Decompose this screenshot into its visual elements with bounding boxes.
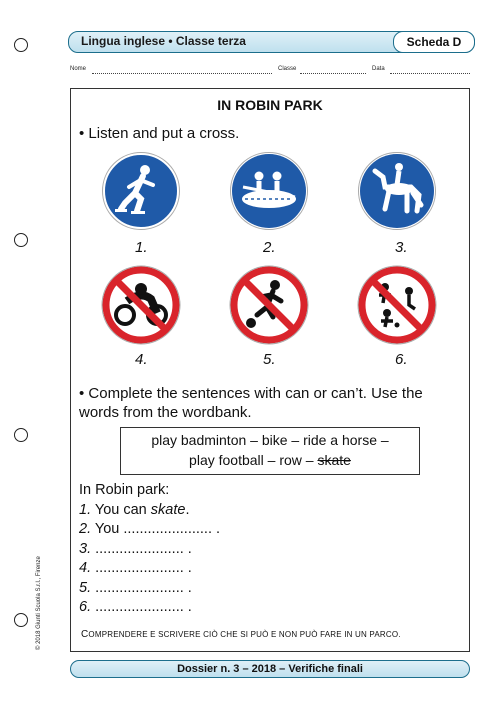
punch-hole-4 (14, 613, 28, 627)
sign-number-6: 6. (395, 351, 408, 368)
sign-number-1: 1. (135, 239, 148, 256)
header-bar (68, 31, 475, 53)
class-line[interactable] (300, 73, 366, 74)
wordbank-struck-word: skate (317, 452, 351, 468)
dossier-footer: Dossier n. 3 – 2018 – Verifiche finali (70, 660, 470, 678)
no-bike-icon[interactable] (101, 265, 181, 345)
date-label: Data (372, 66, 385, 72)
exercise-2-instruction-line2: words from the wordbank. (79, 404, 252, 421)
sign-number-2: 2. (263, 239, 276, 256)
worksheet-box (70, 88, 470, 652)
no-football-icon[interactable] (229, 265, 309, 345)
sheet-tab: Scheda D (393, 31, 475, 53)
name-line[interactable] (92, 73, 272, 74)
sentence-2[interactable]: 2. You ...................... . (79, 521, 221, 537)
exercise-1-instruction: • Listen and put a cross. (79, 125, 240, 142)
wordbank-line-2: play football – row – (189, 452, 314, 468)
sign-number-4: 4. (135, 351, 148, 368)
intro-text: In Robin park: (79, 482, 170, 498)
date-line[interactable] (390, 73, 470, 74)
learning-goal: COMPRENDERE E SCRIVERE CIÒ CHE SI PUÒ E NON PUÒ FARE IN UN PARCO. (81, 629, 401, 640)
skater-icon[interactable] (101, 151, 181, 231)
sentence-3[interactable]: 3. ...................... . (79, 540, 192, 557)
wordbank-line-1: play badminton – bike – ride a horse – (151, 432, 389, 448)
punch-hole-2 (14, 233, 28, 247)
page-title: IN ROBIN PARK (217, 97, 323, 113)
sentence-6[interactable]: 6. ...................... . (79, 599, 192, 615)
rowing-boat-icon[interactable] (229, 151, 309, 231)
punch-hole-1 (14, 38, 28, 52)
sentence-5[interactable]: 5. ...................... . (79, 579, 192, 596)
sentence-1: 1. You can skate. (79, 501, 190, 518)
wordbank (120, 427, 420, 475)
sentence-list (79, 481, 220, 618)
no-sports-icon[interactable] (357, 265, 437, 345)
sentence-4[interactable]: 4. ...................... . (79, 560, 192, 576)
class-label: Classe (278, 66, 297, 72)
exercise-2-instruction-line1: • Complete the sentences with can or can’t. Use the (79, 385, 423, 402)
name-label: Nome (70, 66, 87, 72)
copyright: © 2018 Giunti Scuola S.r.l., Firenze (36, 556, 42, 650)
subject-title: Lingua inglese • Classe terza (81, 34, 246, 48)
sign-number-3: 3. (395, 239, 408, 256)
punch-hole-3 (14, 428, 28, 442)
sign-number-5: 5. (263, 351, 276, 368)
horse-rider-icon[interactable] (357, 151, 437, 231)
